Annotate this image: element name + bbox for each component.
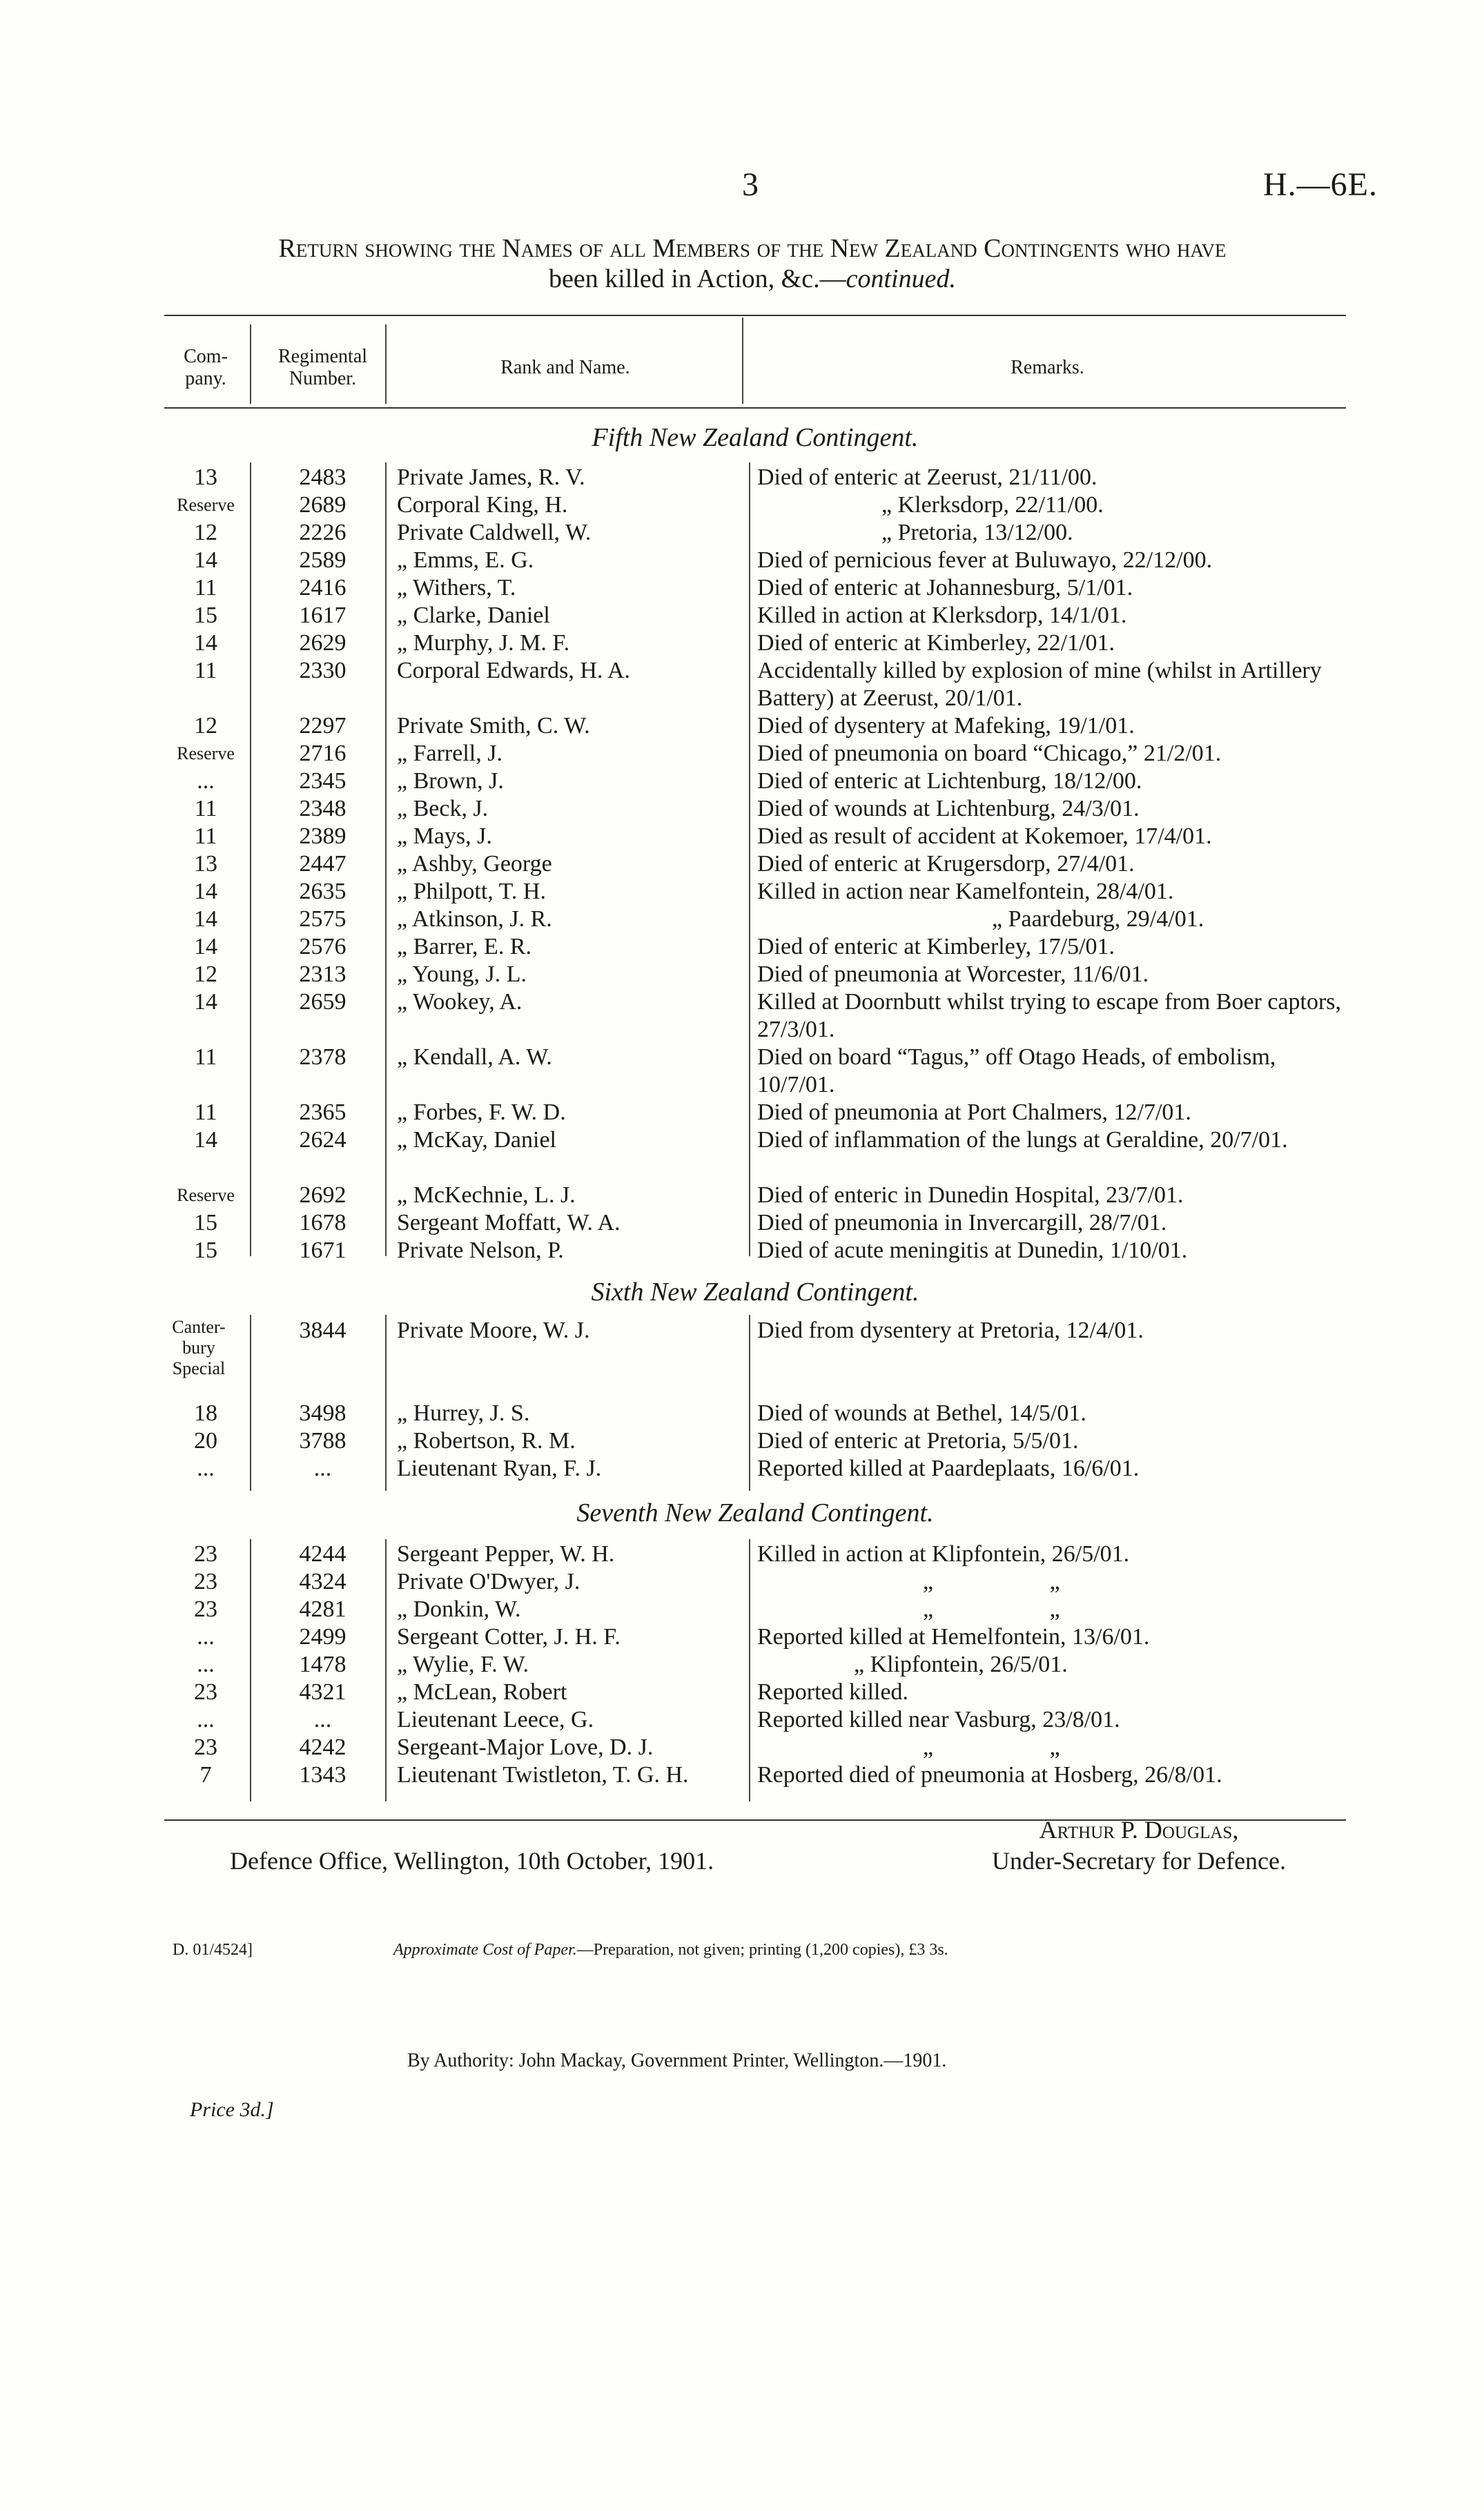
table-row	[0, 823, 1484, 850]
table-row	[0, 1541, 1484, 1568]
cell-company: 15	[194, 603, 217, 628]
cell-name: „ Young, J. L.	[397, 961, 527, 987]
cell-name: Sergeant Cotter, J. H. F.	[397, 1624, 621, 1650]
cell-name: Lieutenant Ryan, F. J.	[397, 1456, 602, 1481]
cell-number: 4244	[299, 1541, 346, 1567]
cell-remarks: Died of enteric at Pretoria, 5/5/01.	[757, 1428, 1079, 1454]
cell-name: Sergeant Pepper, W. H.	[397, 1541, 615, 1567]
table-row	[0, 1182, 1484, 1209]
table-row	[0, 464, 1484, 491]
cell-company: 15	[194, 1210, 217, 1235]
page-title	[159, 233, 1346, 294]
cell-name: „ Brown, J.	[397, 768, 504, 794]
cell-company: 14	[194, 630, 217, 656]
cell-company: 7	[199, 1762, 212, 1788]
table-row	[0, 1651, 1484, 1679]
cost-text: —Preparation, not given; printing (1,200 copies), £3 3s.	[576, 1941, 948, 1959]
cell-name: „ Murphy, J. M. F.	[397, 630, 570, 656]
cell-name: „ Withers, T.	[397, 575, 516, 600]
cell-name: Sergeant-Major Love, D. J.	[397, 1735, 654, 1760]
column-rule	[385, 324, 387, 404]
cell-remarks: Died of wounds at Bethel, 14/5/01.	[757, 1400, 1086, 1426]
cell-name: „ Robertson, R. M.	[397, 1428, 576, 1454]
cell-remarks: „ Pretoria, 13/12/00.	[881, 520, 1073, 545]
table-row	[0, 1237, 1484, 1264]
column-header-remarks: Remarks.	[1011, 357, 1084, 378]
cell-name: „ Hurrey, J. S.	[397, 1400, 530, 1426]
cell-company: Reserve	[177, 1185, 235, 1205]
signatory-name: Arthur P. Douglas,	[1039, 1816, 1239, 1844]
cost-label: Approximate Cost of Paper.	[393, 1941, 577, 1959]
page-number: 3	[742, 166, 759, 203]
table-row	[0, 1455, 1484, 1483]
table-row	[0, 1126, 1484, 1182]
cell-remarks: Died of wounds at Lichtenburg, 24/3/01.	[757, 796, 1140, 821]
cell-number: 2348	[299, 796, 346, 821]
cell-name: „ Philpott, T. H.	[397, 879, 546, 904]
cell-remarks: Died of enteric at Zeerust, 21/11/00.	[757, 465, 1097, 490]
cell-name: „ Barrer, E. R.	[397, 934, 532, 959]
cell-number: 2659	[299, 989, 346, 1015]
cell-number: 2689	[299, 492, 346, 518]
cell-name: „ McKay, Daniel	[397, 1127, 556, 1153]
cell-name: „ Mays, J.	[397, 823, 492, 849]
cell-name: „ Farrell, J.	[397, 741, 502, 766]
column-rule	[742, 317, 743, 404]
cell-remarks: Died of acute meningitis at Dunedin, 1/10/01.	[757, 1238, 1188, 1263]
cell-number: 2629	[299, 630, 346, 656]
table-row	[0, 574, 1484, 602]
cell-company: 11	[194, 796, 217, 821]
cell-company: 18	[194, 1400, 217, 1426]
cell-name: „ Emms, E. G.	[397, 547, 534, 573]
cell-number: 2499	[299, 1624, 346, 1650]
cell-name: Private Nelson, P.	[397, 1238, 564, 1263]
cell-remarks: „ „	[923, 1596, 1060, 1622]
section-title: Sixth New Zealand Contingent.	[591, 1278, 919, 1307]
cell-company: 14	[194, 1127, 217, 1153]
cell-name: Private James, R. V.	[397, 465, 585, 490]
cell-name: Private Smith, C. W.	[397, 713, 590, 739]
cell-company: Reserve	[177, 743, 235, 763]
cell-number: 2345	[299, 768, 346, 794]
cell-number: 2365	[299, 1100, 346, 1125]
cell-name: Private O'Dwyer, J.	[397, 1569, 580, 1594]
cell-company: ...	[197, 1624, 215, 1650]
table-row	[0, 629, 1484, 657]
table-row	[0, 1044, 1484, 1099]
cell-name: „ Donkin, W.	[397, 1596, 521, 1622]
cell-number: 3498	[299, 1400, 346, 1426]
cell-number: 2447	[299, 851, 346, 877]
cell-remarks: Reported killed.	[757, 1679, 909, 1705]
cell-remarks: Killed at Doornbutt whilst trying to escape from Boer captors, 27/3/01.	[757, 989, 1342, 1042]
cell-company: 11	[194, 1100, 217, 1125]
cell-remarks: Reported killed near Vasburg, 23/8/01.	[757, 1707, 1120, 1732]
table-row	[0, 519, 1484, 547]
cell-company: 12	[194, 520, 217, 545]
cell-name: Private Moore, W. J.	[397, 1318, 590, 1343]
table-row	[0, 712, 1484, 740]
cell-company: 11	[194, 575, 217, 600]
cell-name: „ Kendall, A. W.	[397, 1044, 552, 1070]
cell-number: 2575	[299, 906, 346, 932]
cell-company: 12	[194, 713, 217, 739]
cell-company: 11	[194, 823, 217, 849]
cell-remarks: Died of inflammation of the lungs at Geraldine, 20/7/01.	[757, 1127, 1288, 1153]
section-title: Fifth New Zealand Contingent.	[592, 423, 919, 452]
cell-remarks: Died of dysentery at Mafeking, 19/1/01.	[757, 713, 1135, 739]
table-row	[0, 547, 1484, 574]
table-row	[0, 961, 1484, 988]
cell-name: „ Ashby, George	[397, 851, 552, 877]
cell-company: 23	[194, 1596, 217, 1622]
cell-remarks: Reported killed at Hemelfontein, 13/6/01.	[757, 1624, 1150, 1650]
table-row	[0, 740, 1484, 768]
cell-company: 14	[194, 934, 217, 959]
cell-number: 1671	[299, 1238, 346, 1263]
cell-number: 2330	[299, 658, 346, 683]
cell-remarks: Died on board “Tagus,” off Otago Heads, of embolism, 10/7/01.	[757, 1044, 1276, 1097]
document-reference: H.—6E.	[1263, 166, 1378, 203]
cell-company: 23	[194, 1541, 217, 1567]
table-row	[0, 1596, 1484, 1623]
cell-remarks: Died of enteric at Krugersdorp, 27/4/01.	[757, 851, 1135, 877]
table-header-rule	[164, 407, 1346, 409]
cell-number: 2378	[299, 1044, 346, 1070]
table-row	[0, 1568, 1484, 1596]
cell-remarks: „ Klipfontein, 26/5/01.	[854, 1652, 1068, 1677]
cell-remarks: Died of enteric at Kimberley, 22/1/01.	[757, 630, 1115, 656]
cell-remarks: Killed in action at Klipfontein, 26/5/01.	[757, 1541, 1130, 1567]
cell-company: 12	[194, 961, 217, 987]
table-row	[0, 1761, 1484, 1817]
cell-number: 2576	[299, 934, 346, 959]
table-row	[0, 850, 1484, 878]
cell-company: ...	[197, 1652, 215, 1677]
title-line-2-italic: continued.	[846, 264, 956, 293]
cell-name: „ Wookey, A.	[397, 989, 523, 1015]
cell-remarks: Accidentally killed by explosion of mine (whilst in Artillery Battery) at Zeerust, 20/1/01.	[757, 658, 1322, 711]
cell-remarks: Died of pernicious fever at Buluwayo, 22/12/00.	[757, 547, 1213, 573]
table-row	[0, 657, 1484, 712]
cell-remarks: „ „	[923, 1569, 1060, 1594]
column-header-regimental-number: Regimental Number.	[277, 346, 368, 389]
column-header-rank-name: Rank and Name.	[500, 357, 630, 378]
cell-name: „ Wylie, F. W.	[397, 1652, 529, 1677]
column-rule	[250, 324, 251, 404]
table-row	[0, 1400, 1484, 1427]
table-row	[0, 1679, 1484, 1706]
cell-name: Corporal Edwards, H. A.	[397, 658, 631, 683]
cell-company: 14	[194, 906, 217, 932]
cell-remarks: Died of enteric at Lichtenburg, 18/12/00.	[757, 768, 1142, 794]
cell-remarks: Died from dysentery at Pretoria, 12/4/01.	[757, 1318, 1144, 1343]
cell-number: 2313	[299, 961, 346, 987]
cell-company: 20	[194, 1428, 217, 1454]
cell-number: 2389	[299, 823, 346, 849]
cell-company: 11	[194, 658, 217, 683]
cell-company: 11	[194, 1044, 217, 1070]
cost-of-paper	[393, 1941, 948, 1960]
table-row	[0, 878, 1484, 906]
cell-remarks: Died of pneumonia at Worcester, 11/6/01.	[757, 961, 1149, 987]
cell-number: 2589	[299, 547, 346, 573]
cell-company: 23	[194, 1569, 217, 1594]
cell-name: „ Beck, J.	[397, 796, 489, 821]
cell-number: ...	[313, 1707, 332, 1732]
cell-company: 14	[194, 989, 217, 1015]
cell-number: 2226	[299, 520, 346, 545]
cell-number: 1343	[299, 1762, 346, 1788]
cell-company: Canter- bury Special	[172, 1317, 226, 1378]
table-row	[0, 1209, 1484, 1237]
cell-number: 1678	[299, 1210, 346, 1235]
cell-remarks: „ Klerksdorp, 22/11/00.	[881, 492, 1104, 518]
cell-number: 2692	[299, 1182, 346, 1208]
cell-number: 3788	[299, 1428, 346, 1454]
cell-company: 13	[194, 851, 217, 877]
table-top-rule	[164, 315, 1346, 316]
cell-number: 1478	[299, 1652, 346, 1677]
cell-remarks: Killed in action near Kamelfontein, 28/4/01.	[757, 879, 1174, 904]
cell-number: 4324	[299, 1569, 346, 1594]
cell-remarks: Died of pneumonia on board “Chicago,” 21/2/01.	[757, 741, 1222, 766]
cell-number: 1617	[299, 603, 346, 628]
defence-office-line: Defence Office, Wellington, 10th October, 1901.	[230, 1847, 714, 1875]
cell-remarks: Died as result of accident at Kokemoer, 17/4/01.	[757, 823, 1212, 849]
cell-company: 13	[194, 465, 217, 490]
table-row	[0, 491, 1484, 519]
cell-number: 4242	[299, 1735, 346, 1760]
table-row	[0, 1623, 1484, 1651]
cell-name: „ McLean, Robert	[397, 1679, 567, 1705]
cell-remarks: Died of pneumonia in Invercargill, 28/7/01.	[757, 1210, 1167, 1235]
cell-name: Lieutenant Twistleton, T. G. H.	[397, 1762, 689, 1788]
cell-remarks: Died of enteric at Johannesburg, 5/1/01.	[757, 575, 1133, 600]
cell-number: 4321	[299, 1679, 346, 1705]
cell-number: 2716	[299, 741, 346, 766]
cell-company: ...	[197, 1707, 215, 1732]
section-title: Seventh New Zealand Contingent.	[576, 1498, 934, 1527]
cell-number: 2297	[299, 713, 346, 739]
table-row	[0, 906, 1484, 933]
cell-name: Lieutenant Leece, G.	[397, 1707, 594, 1732]
cell-name: „ Forbes, F. W. D.	[397, 1100, 566, 1125]
table-row	[0, 1427, 1484, 1455]
cell-remarks: Reported died of pneumonia at Hosberg, 26/8/01.	[757, 1762, 1222, 1788]
cell-number: 2624	[299, 1127, 346, 1153]
cell-company: 14	[194, 547, 217, 573]
table-row	[0, 602, 1484, 629]
cell-company: 23	[194, 1679, 217, 1705]
cell-name: „ Atkinson, J. R.	[397, 906, 552, 932]
price: Price 3d.]	[190, 2098, 274, 2121]
cell-name: „ Clarke, Daniel	[397, 603, 550, 628]
cell-name: „ McKechnie, L. J.	[397, 1182, 576, 1208]
title-line-2-plain: been killed in Action, &c.—	[549, 264, 846, 293]
cell-remarks: Died of pneumonia at Port Chalmers, 12/7/01.	[757, 1100, 1191, 1125]
cell-remarks: Died of enteric in Dunedin Hospital, 23/7/01.	[757, 1182, 1184, 1208]
title-line-2	[159, 264, 1346, 294]
cell-name: Corporal King, H.	[397, 492, 568, 518]
cell-number: 4281	[299, 1596, 346, 1622]
column-header-company: Com- pany.	[184, 346, 228, 389]
cell-remarks: Reported killed at Paardeplaats, 16/6/01.	[757, 1456, 1140, 1481]
signatory-title: Under-Secretary for Defence.	[991, 1847, 1287, 1875]
cell-company: 15	[194, 1238, 217, 1263]
table-row	[0, 1317, 1484, 1400]
cell-remarks: Died of enteric at Kimberley, 17/5/01.	[757, 934, 1115, 959]
cell-name: Sergeant Moffatt, W. A.	[397, 1210, 621, 1235]
cell-number: 2635	[299, 879, 346, 904]
file-reference: D. 01/4524]	[173, 1941, 253, 1959]
cell-company: Reserve	[177, 495, 235, 515]
cell-number: 2416	[299, 575, 346, 600]
table-row	[0, 1099, 1484, 1126]
table-row	[0, 795, 1484, 823]
cell-company: ...	[197, 768, 215, 794]
table-row	[0, 1734, 1484, 1761]
cell-company: 23	[194, 1735, 217, 1760]
table-row	[0, 933, 1484, 961]
cell-remarks: Killed in action at Klerksdorp, 14/1/01.	[757, 603, 1127, 628]
cell-company: ...	[197, 1456, 215, 1481]
cell-number: 3844	[299, 1318, 346, 1343]
table-row	[0, 988, 1484, 1044]
cell-number: 2483	[299, 465, 346, 490]
cell-number: ...	[313, 1456, 332, 1481]
title-line-1: Return showing the Names of all Members of the New Zealand Contingents who have	[278, 234, 1227, 263]
cell-company: 14	[194, 879, 217, 904]
cell-remarks: „ „	[923, 1735, 1060, 1760]
printer-authority: By Authority: John Mackay, Government Printer, Wellington.—1901.	[407, 2050, 947, 2071]
table-row	[0, 768, 1484, 795]
cell-remarks: „ Paardeburg, 29/4/01.	[992, 906, 1204, 932]
table-row	[0, 1706, 1484, 1734]
cell-name: Private Caldwell, W.	[397, 520, 592, 545]
